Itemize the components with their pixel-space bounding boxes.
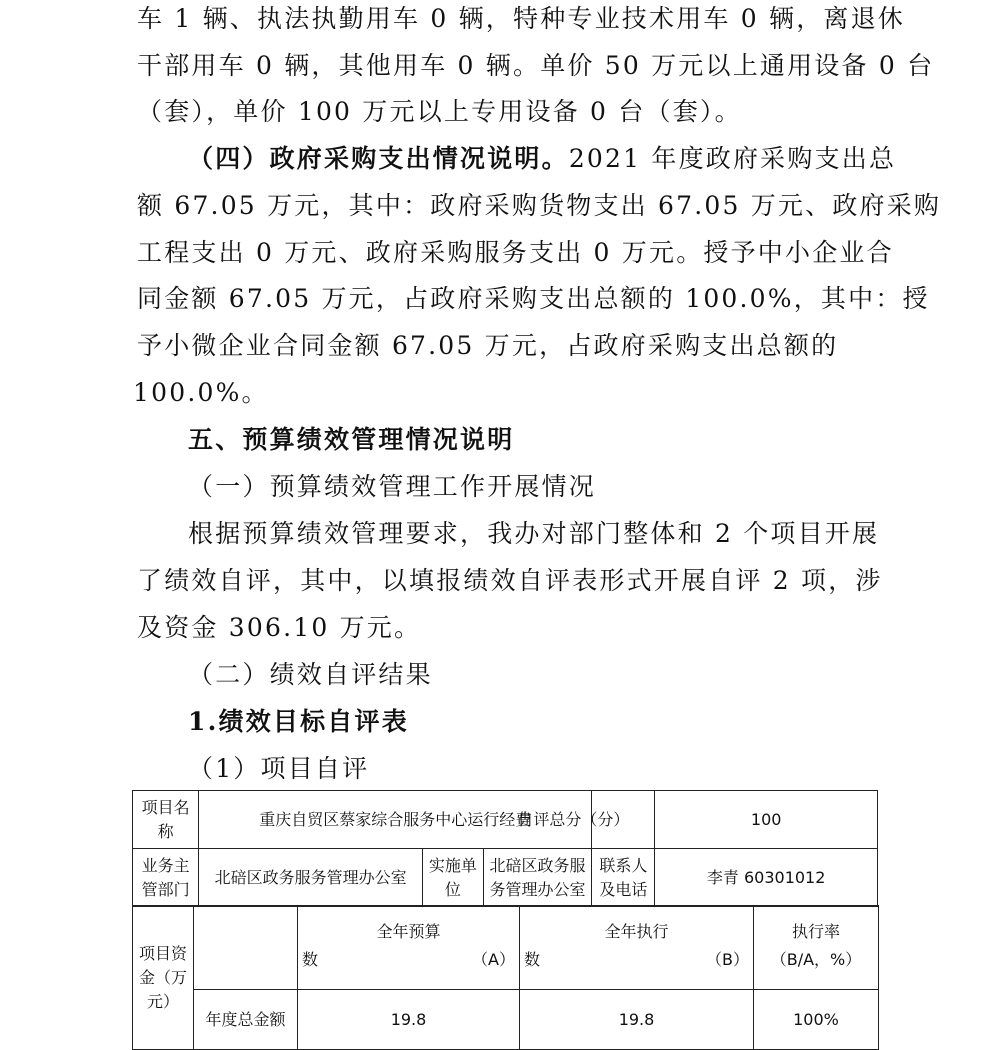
total-exec: 19.8 [520,990,754,1050]
funds-table [132,905,879,1050]
dept-label: 业务主管部门 [133,849,199,907]
section-title: 五、预算绩效管理情况说明 [188,425,515,454]
paragraph-line: 车 1 辆、执法执勤用车 0 辆，特种专业技术用车 0 辆，离退休 [137,4,906,33]
funds-blank-cell [194,906,298,990]
contact-value: 李青 60301012 [655,849,878,907]
project-info-table [132,790,878,907]
paragraph-line: 同金额 67.05 万元，占政府采购支出总额的 100.0%，其中：授 [137,284,930,313]
total-rate: 100% [754,990,879,1050]
budget-header-top: 全年预算 [376,921,441,941]
paragraph-line: 根据预算绩效管理要求，我办对部门整体和 2 个项目开展 [188,519,880,548]
score-label-text: 自评总分（分） [517,809,630,829]
exec-header-right: （B） [706,949,749,969]
subsection-heading: （一）预算绩效管理工作开展情况 [188,472,597,501]
dept-value: 北碚区政务服务管理办公室 [199,849,423,907]
funds-label: 项目资金（万元） [133,906,194,1050]
subsection-heading: （1）项目自评 [188,754,370,783]
exec-header [520,906,754,990]
exec-header-top: 全年执行 [604,921,669,941]
score-label [517,791,655,849]
rate-header-bottom: （B/A，%） [770,949,862,969]
impl-value: 北碚区政务服务管理办公室 [483,849,592,907]
score-value: 100 [655,791,878,849]
paragraph-line: 干部用车 0 辆，其他用车 0 辆。单价 50 万元以上通用设备 0 台 [137,51,935,80]
project-name-value: 重庆自贸区蔡家综合服务中心运行经费 [199,791,592,849]
project-name-label: 项目名称 [133,791,199,849]
subsection-heading: 1.绩效目标自评表 [188,707,409,736]
procurement-text: 2021 年度政府采购支出总 [568,144,897,173]
procurement-heading: （四）政府采购支出情况说明。 [188,144,569,173]
contact-label: 联系人及电话 [592,849,655,907]
paragraph-line: 及资金 306.10 万元。 [137,613,422,642]
budget-header-right: （A） [472,949,515,969]
subsection-heading: （二）绩效自评结果 [188,660,433,689]
procurement-paragraph-first-line [188,144,896,174]
budget-header [298,906,520,990]
budget-header-left: 数 [302,949,319,969]
paragraph-line: 予小微企业合同金额 67.05 万元，占政府采购支出总额的 [137,331,839,360]
total-budget: 19.8 [298,990,520,1050]
paragraph-line: 额 67.05 万元，其中：政府采购货物支出 67.05 万元、政府采购 [137,191,942,220]
rate-header-top: 执行率 [791,921,840,941]
paragraph-line: （套），单价 100 万元以上专用设备 0 台（套）。 [137,97,742,126]
impl-label: 实施单位 [422,849,483,907]
paragraph-line: 工程支出 0 万元、政府采购服务支出 0 万元。授予中小企业合 [137,238,894,267]
total-label: 年度总金额 [194,990,298,1050]
paragraph-line: 了绩效自评，其中，以填报绩效自评表形式开展自评 2 项，涉 [137,566,883,595]
exec-header-left: 数 [524,949,541,969]
rate-header [754,906,879,990]
paragraph-line: 100.0%。 [133,378,269,407]
